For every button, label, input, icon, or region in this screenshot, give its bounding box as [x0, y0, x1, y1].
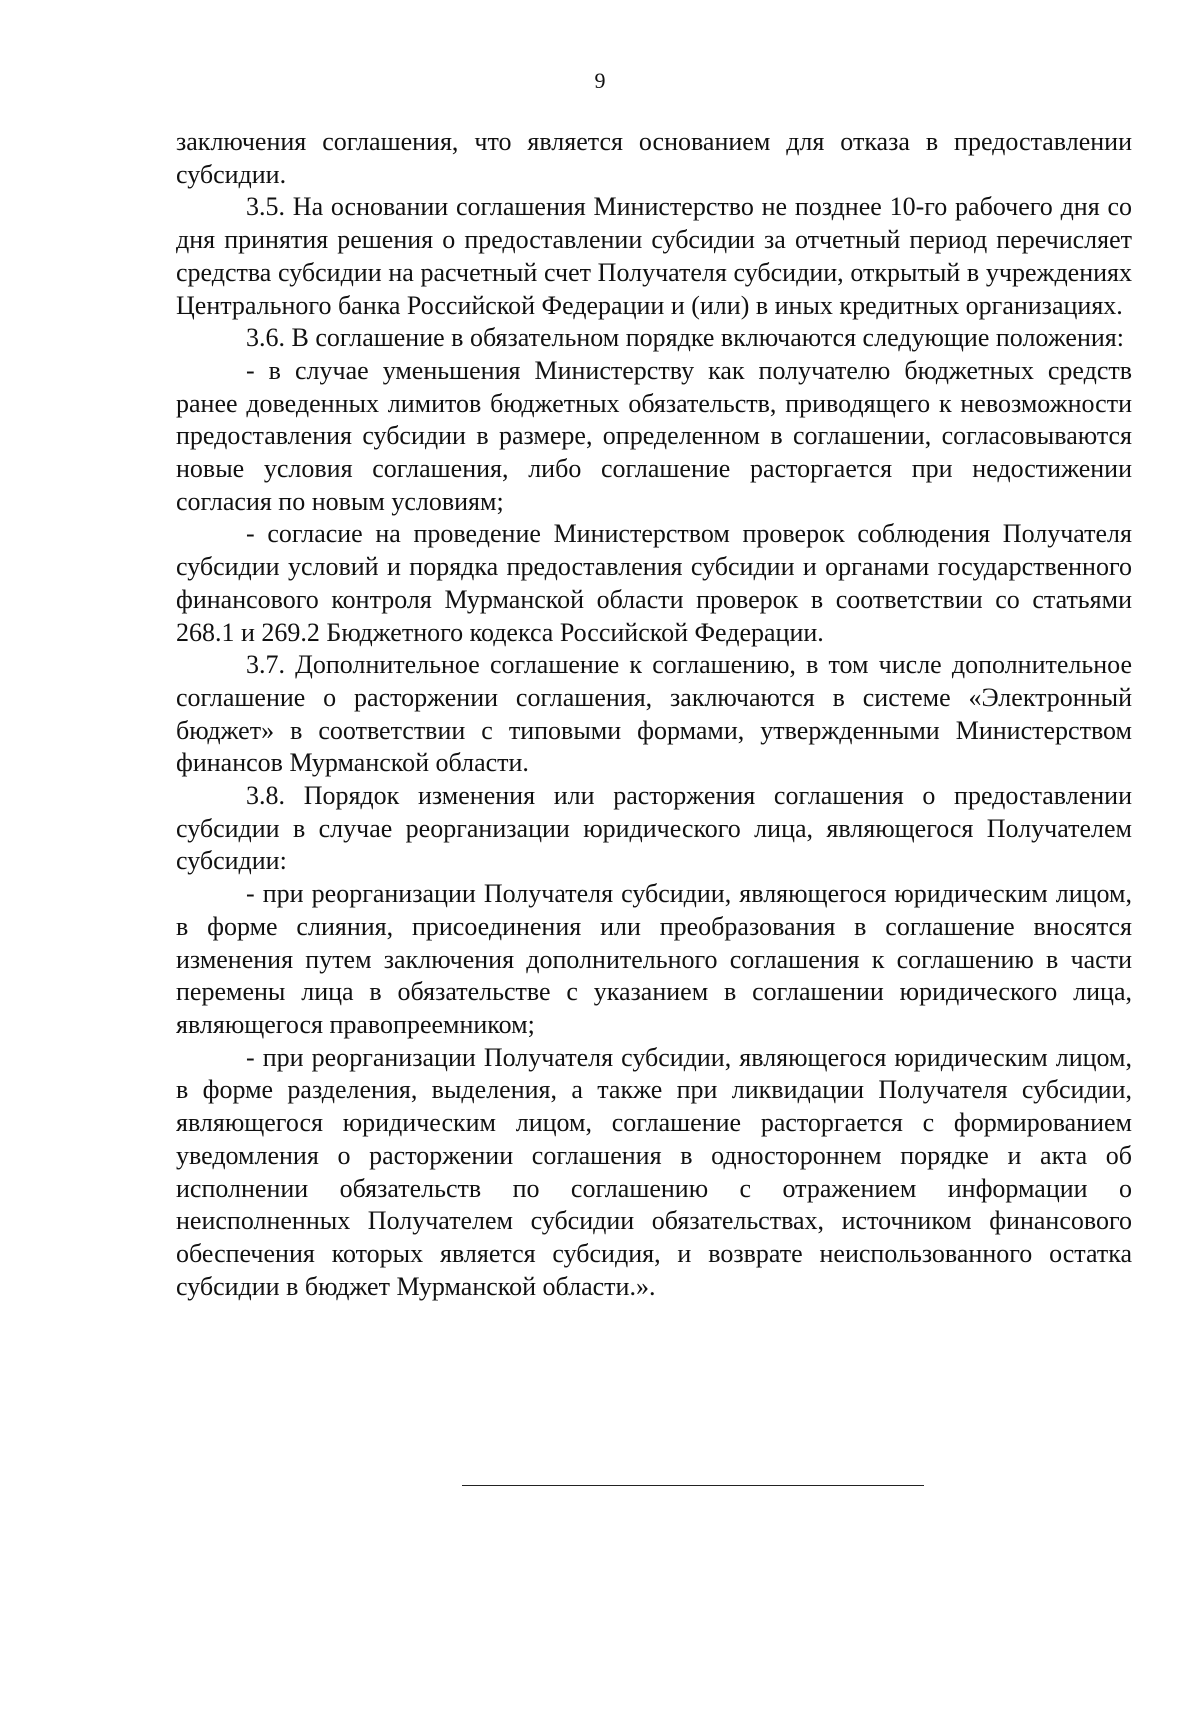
paragraph-3-7: 3.7. Дополнительное соглашение к соглашению, в том числе дополнительное соглашение о расторжении соглашения, заключаются в системе «Электронный бюджет» в соответствии с типовыми формами, утвержденными Министерством финансов Мурманской области. [176, 650, 1132, 778]
paragraph-3-8: 3.8. Порядок изменения или расторжения соглашения о предоставлении субсидии в случае реорганизации юридического лица, являющегося Получателем субсидии: [176, 781, 1132, 876]
paragraph-3-6-item-1: - в случае уменьшения Министерству как получателю бюджетных средств ранее доведенных лимитов бюджетных обязательств, приводящего к невозможности предоставления субсидии в размере, определенном в соглашении, согласовываются новые условия соглашения, либо соглашение расторгается при недостижении согласия по новым условиям; [176, 355, 1132, 516]
paragraph-3-6-item-2: - согласие на проведение Министерством проверок соблюдения Получателя субсидии условий и порядка предоставления субсидии и органами государственного финансового контроля Мурманской области проверок в соответствии со статьями 268.1 и 269.2 Бюджетного кодекса Российской Федерации. [176, 519, 1132, 647]
closing-divider-line [462, 1485, 924, 1486]
paragraph-3-5: 3.5. На основании соглашения Министерство не позднее 10-го рабочего дня со дня принятия решения о предоставлении субсидии за отчетный период перечисляет средства субсидии на расчетный счет Получателя субсидии, открытый в учреждениях Центрального банка Российской Федерации и (или) в иных кредитных организациях. [176, 192, 1132, 320]
document-body [176, 126, 1132, 1303]
paragraph-3-6: 3.6. В соглашение в обязательном порядке включаются следующие положения: [246, 323, 1124, 353]
paragraph-3-8-item-1: - при реорганизации Получателя субсидии, являющегося юридическим лицом, в форме слияния, присоединения или преобразования в соглашение вносятся изменения путем заключения дополнительного соглашения к соглашению в части перемены лица в обязательстве с указанием в соглашении юридического лица, являющегося правопреемником; [176, 879, 1132, 1039]
paragraph-continuation: заключения соглашения, что является основанием для отказа в предоставлении субсидии. [176, 127, 1132, 189]
page-number: 9 [594, 68, 606, 93]
paragraph-3-8-item-2: - при реорганизации Получателя субсидии, являющегося юридическим лицом, в форме разделения, выделения, а также при ликвидации Получателя субсидии, являющегося юридическим лицом, соглашение расторгается с формированием уведомления о расторжении соглашения в одностороннем порядке и акта об исполнении обязательств по соглашению с отражением информации о неисполненных Получателем субсидии обязательствах, источником финансового обеспечения которых является субсидия, и возврате неиспользованного остатка субсидии в бюджет Мурманской области.». [176, 1042, 1132, 1301]
